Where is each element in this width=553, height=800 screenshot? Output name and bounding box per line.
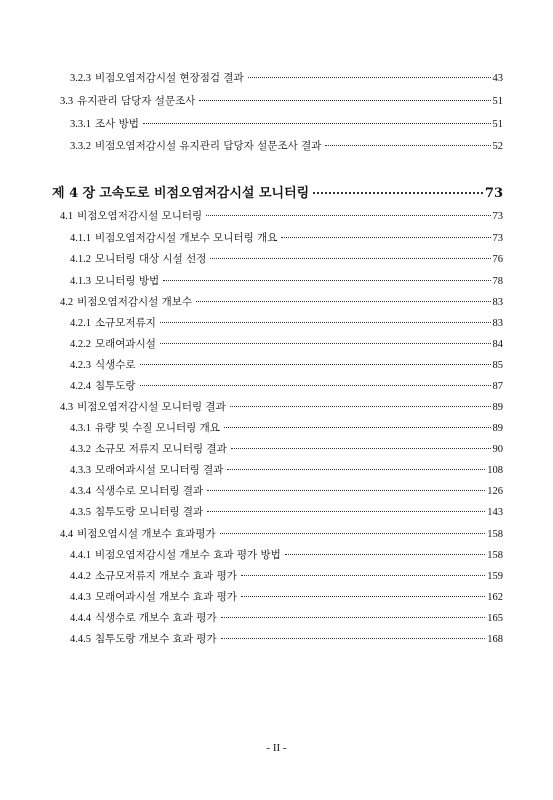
toc-entry-title: 유지관리 담당자 설문조사	[77, 95, 196, 107]
toc-subsection-entry[interactable]	[70, 441, 503, 456]
toc-dot-leader	[224, 427, 491, 428]
toc-subsection-entry[interactable]	[70, 230, 503, 245]
toc-dot-leader	[160, 322, 491, 323]
toc-page-number: 43	[492, 73, 503, 84]
toc-page-number: 73	[484, 186, 503, 201]
toc-entry-number: 4.4.4	[70, 613, 91, 624]
toc-entry-number: 3.3.2	[70, 141, 91, 152]
toc-entry-number: 4.2.4	[70, 381, 91, 392]
toc-entry-number: 4.3.1	[70, 423, 91, 434]
toc-entry-title: 모니터링 대상 시설 선정	[95, 253, 207, 265]
toc-entry-title: 모니터링 방법	[95, 275, 160, 287]
toc-entry-number: 4.3.3	[70, 465, 91, 476]
toc-entry-title: 식생수로 모니터링 결과	[95, 485, 204, 497]
toc-page-number: 76	[492, 254, 503, 265]
toc-dot-leader	[221, 617, 486, 618]
toc-page-number: 168	[487, 634, 503, 645]
toc-page-number: 89	[492, 423, 503, 434]
toc-entry-number: 4.3.4	[70, 486, 91, 497]
toc-page-number: 143	[487, 507, 503, 518]
toc-entry-number: 4.2.1	[70, 318, 91, 329]
toc-page-number: 159	[487, 571, 503, 582]
toc-page-number: 87	[492, 381, 503, 392]
toc-entry-title: 비점오염저감시설 유지관리 담당자 설문조사 결과	[95, 140, 322, 152]
toc-page-number: 162	[487, 592, 503, 603]
toc-dot-leader	[325, 145, 490, 146]
toc-subsection-entry[interactable]	[70, 483, 503, 498]
toc-entry-number: 3.3.1	[70, 119, 91, 130]
toc-subsection-entry[interactable]	[70, 547, 503, 562]
toc-section-entry[interactable]	[60, 399, 503, 414]
toc-entry-number: 4.2	[60, 297, 74, 308]
toc-dot-leader	[207, 490, 485, 491]
toc-dot-leader	[231, 448, 491, 449]
toc-entry-number: 4.3.5	[70, 507, 91, 518]
toc-subsection-entry[interactable]	[70, 251, 503, 266]
toc-page-number: 85	[492, 360, 503, 371]
toc-page-number: 158	[487, 550, 503, 561]
toc-entry-number: 4.1	[60, 211, 74, 222]
toc-entry-number: 4.1.1	[70, 233, 91, 244]
toc-entry-title: 비점오염시설 개보수 효과평가	[77, 528, 216, 540]
toc-dot-leader	[210, 258, 490, 259]
toc-page-number: 73	[492, 211, 503, 222]
toc-entry-number: 4.1.2	[70, 254, 91, 265]
toc-section-entry[interactable]	[60, 294, 503, 309]
toc-subsection-entry[interactable]	[70, 116, 503, 131]
toc-subsection-entry[interactable]	[70, 568, 503, 583]
toc-subsection-entry[interactable]	[70, 336, 503, 351]
toc-entry-title: 비점오염저감시설 개보수	[77, 296, 193, 308]
toc-dot-leader	[163, 280, 490, 281]
toc-chapter-entry[interactable]	[52, 182, 503, 201]
toc-subsection-entry[interactable]	[70, 378, 503, 393]
toc-entry-title: 식생수로 개보수 효과 평가	[95, 612, 217, 624]
toc-entry-title: 소규모 저류지 모니터링 결과	[95, 443, 227, 455]
toc-dot-leader	[140, 385, 491, 386]
toc-page-number: 78	[492, 276, 503, 287]
toc-page-number: 51	[492, 119, 503, 130]
toc-entry-number: 4.4	[60, 529, 74, 540]
toc-page-number: 52	[492, 141, 503, 152]
toc-entry-title: 침투도랑 개보수 효과 평가	[95, 633, 217, 645]
toc-dot-leader	[220, 533, 486, 534]
toc-dot-leader	[227, 469, 485, 470]
toc-entry-number: 4.4.2	[70, 571, 91, 582]
toc-dot-leader	[221, 638, 486, 639]
toc-entry-title: 비점오염저감시설 모니터링 결과	[77, 401, 226, 413]
toc-entry-title: 소규모저류지	[95, 317, 156, 329]
toc-dot-leader	[143, 123, 491, 124]
toc-dot-leader	[241, 596, 485, 597]
toc-entry-title: 유량 및 수질 모니터링 개요	[95, 422, 220, 434]
toc-page-number: 89	[492, 402, 503, 413]
toc-entry-number: 4.3.2	[70, 444, 91, 455]
toc-page-number: 158	[487, 529, 503, 540]
toc-page-number: 126	[487, 486, 503, 497]
toc-entry-title: 식생수로	[95, 359, 136, 371]
toc-entry-number: 4.3	[60, 402, 74, 413]
toc-subsection-entry[interactable]	[70, 631, 503, 646]
toc-entry-title: 고속도로 비점오염저감시설 모니터링	[99, 186, 310, 201]
toc-dot-leader	[241, 575, 485, 576]
toc-subsection-entry[interactable]	[70, 357, 503, 372]
toc-page-number: 51	[492, 96, 503, 107]
toc-subsection-entry[interactable]	[70, 138, 503, 153]
toc-entry-title: 모래여과시설 모니터링 결과	[95, 464, 224, 476]
toc-dot-leader	[199, 100, 490, 101]
toc-entry-title: 비점오염저감시설 개보수 효과 평가 방법	[95, 549, 281, 561]
toc-entry-number: 4.2.3	[70, 360, 91, 371]
toc-entry-title: 조사 방법	[95, 118, 139, 130]
toc-dot-leader	[196, 301, 490, 302]
toc-entry-title: 침투도랑	[95, 380, 136, 392]
toc-entry-number: 제 4 장	[52, 186, 96, 201]
toc-entry-title: 비점오염저감시설 개보수 모니터링 개요	[95, 232, 278, 244]
page-number-footer: - II -	[266, 742, 287, 754]
toc-subsection-entry[interactable]	[70, 315, 503, 330]
toc-dot-leader	[313, 192, 483, 194]
toc-dot-leader	[248, 77, 491, 78]
toc-entry-number: 4.4.5	[70, 634, 91, 645]
toc-entry-number: 4.4.1	[70, 550, 91, 561]
toc-subsection-entry[interactable]	[70, 462, 503, 477]
toc-entry-number: 3.3	[60, 96, 74, 107]
toc-section-entry[interactable]	[60, 93, 503, 108]
toc-entry-title: 모래여과시설	[95, 338, 156, 350]
toc-entry-title: 침투도랑 모니터링 결과	[95, 506, 204, 518]
toc-page-number: 83	[492, 318, 503, 329]
toc-section-entry[interactable]	[60, 526, 503, 541]
toc-subsection-entry[interactable]	[70, 273, 503, 288]
toc-page-number: 73	[492, 233, 503, 244]
toc-page-number: 90	[492, 444, 503, 455]
toc-entry-title: 모래여과시설 개보수 효과 평가	[95, 591, 237, 603]
toc-dot-leader	[281, 237, 490, 238]
toc-subsection-entry[interactable]	[70, 70, 503, 85]
toc-dot-leader	[207, 511, 485, 512]
toc-page-number: 108	[487, 465, 503, 476]
toc-page-number: 165	[487, 613, 503, 624]
toc-entry-number: 4.4.3	[70, 592, 91, 603]
toc-page-number: 83	[492, 297, 503, 308]
toc-entry-number: 3.2.3	[70, 73, 91, 84]
toc-entry-number: 4.1.3	[70, 276, 91, 287]
toc-subsection-entry[interactable]	[70, 610, 503, 625]
toc-page-number: 84	[492, 339, 503, 350]
toc-dot-leader	[285, 554, 485, 555]
toc-dot-leader	[140, 364, 491, 365]
toc-entry-number: 4.2.2	[70, 339, 91, 350]
toc-section-entry[interactable]	[60, 208, 503, 223]
toc-dot-leader	[206, 215, 490, 216]
toc-entry-title: 비점오염저감시설 현장점검 결과	[95, 72, 244, 84]
toc-subsection-entry[interactable]	[70, 420, 503, 435]
toc-dot-leader	[160, 343, 491, 344]
toc-entry-title: 소규모저류지 개보수 효과 평가	[95, 570, 237, 582]
toc-subsection-entry[interactable]	[70, 504, 503, 519]
toc-dot-leader	[230, 406, 491, 407]
toc-subsection-entry[interactable]	[70, 589, 503, 604]
toc-entry-title: 비점오염저감시설 모니터링	[77, 210, 203, 222]
